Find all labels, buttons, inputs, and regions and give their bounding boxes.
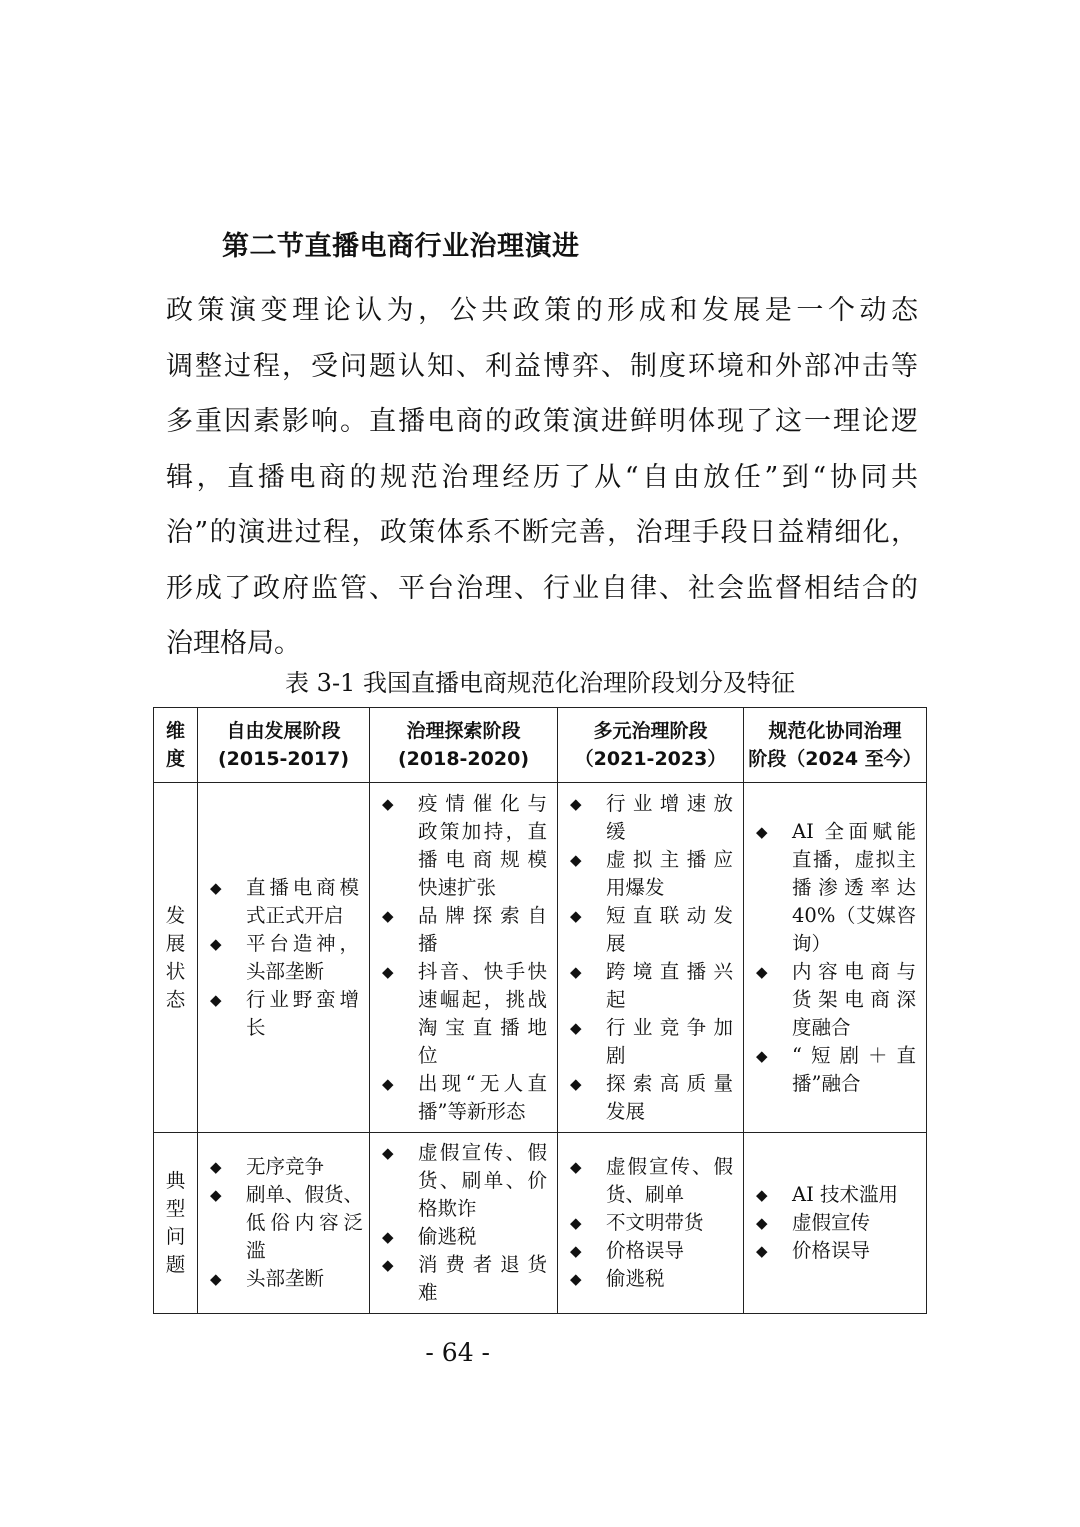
page-number: - 64 -	[425, 1338, 490, 1367]
bullet-text	[606, 1209, 733, 1237]
bullet-item	[570, 1209, 733, 1237]
header-stage	[370, 708, 558, 783]
stage-cell	[198, 783, 370, 1133]
bullet-line: 行业增速放	[606, 791, 733, 815]
bullet-line: AI 全面赋能	[792, 819, 916, 843]
bullet-line: 速崛起，挑战	[418, 987, 547, 1011]
bullet-line: 虚假宣传	[792, 1211, 871, 1234]
bullet-text	[246, 986, 359, 1042]
bullet-text	[418, 1251, 547, 1307]
diamond-bullet-icon: ◆	[210, 990, 222, 1009]
bullet-text	[792, 1209, 916, 1237]
bullet-item	[756, 958, 916, 1042]
diamond-bullet-icon: ◆	[210, 1186, 222, 1204]
bullet-text	[792, 1181, 916, 1209]
paragraph-line: 政策演变理论认为，公共政策的形成和发展是一个动态	[166, 295, 918, 326]
dimension-cell	[154, 1133, 198, 1314]
dimension-char: 问	[165, 1225, 186, 1248]
bullet-line: 虚假宣传、假	[606, 1155, 733, 1178]
bullet-line: 虚假宣传、假	[418, 1141, 547, 1164]
diamond-bullet-icon: ◆	[756, 822, 768, 841]
bullet-line: 格欺诈	[418, 1197, 477, 1220]
bullet-text	[418, 1223, 547, 1251]
bullet-line: 长	[246, 1015, 266, 1039]
diamond-bullet-icon: ◆	[210, 1158, 222, 1176]
bullet-line: 缓	[606, 819, 626, 843]
bullet-line: 无序竞争	[246, 1155, 325, 1178]
bullet-text	[418, 790, 547, 902]
header-line: 度	[165, 748, 185, 770]
table-row	[154, 783, 927, 1133]
bullet-line: 淘宝直播地	[418, 1015, 547, 1039]
bullet-line: 虚拟主播应	[606, 847, 733, 871]
bullet-line: 消费者退货	[418, 1253, 547, 1276]
bullet-line: 播渗透率达	[792, 875, 916, 899]
header-line: 多元治理阶段	[593, 720, 708, 742]
bullet-line: 播电商规模	[418, 847, 547, 871]
bullet-item	[756, 1181, 916, 1209]
bullet-item	[570, 846, 733, 902]
paragraph-line: 治理格局。	[166, 628, 301, 659]
bullet-line: 头部垄断	[246, 1267, 325, 1290]
header-line: (2018-2020)	[397, 748, 529, 770]
dimension-char: 展	[165, 931, 186, 955]
bullet-line: 货、刷单	[606, 1183, 685, 1206]
bullet-text	[792, 1237, 916, 1265]
diamond-bullet-icon: ◆	[570, 1270, 582, 1288]
diamond-bullet-icon: ◆	[382, 1074, 394, 1093]
table-row	[154, 1133, 927, 1314]
diamond-bullet-icon: ◆	[570, 1242, 582, 1260]
bullet-text	[606, 958, 733, 1014]
diamond-bullet-icon: ◆	[570, 794, 582, 813]
bullet-item	[210, 986, 359, 1042]
header-line: （2021-2023）	[574, 748, 727, 770]
bullet-line: 位	[418, 1043, 438, 1067]
bullet-line: 快速扩张	[418, 875, 497, 899]
header-stage	[198, 708, 370, 783]
bullet-line: 行业竞争加	[606, 1015, 733, 1039]
header-line: (2015-2017)	[217, 748, 349, 770]
bullet-line: 40%（艾媒咨	[792, 903, 916, 927]
diamond-bullet-icon: ◆	[382, 1228, 394, 1246]
dimension-char: 发	[165, 903, 186, 927]
bullet-line: 政策加持，直	[418, 819, 547, 843]
bullet-text	[418, 1070, 547, 1126]
diamond-bullet-icon: ◆	[756, 1046, 768, 1065]
bullet-text	[606, 1237, 733, 1265]
diamond-bullet-icon: ◆	[756, 1186, 768, 1204]
bullet-line: 刷单、假货、	[246, 1183, 364, 1206]
bullet-item	[210, 930, 359, 986]
bullet-item	[756, 1209, 916, 1237]
bullet-text	[606, 1265, 733, 1293]
header-line: 规范化协同治理	[768, 720, 902, 742]
bullet-line: 播”等新形态	[418, 1099, 526, 1123]
bullet-item	[210, 1181, 364, 1265]
paragraph-line: 辑，直播电商的规范治理经历了从“自由放任”到“协同共	[166, 461, 918, 493]
bullet-item	[570, 1237, 733, 1265]
bullet-line: 头部垄断	[246, 959, 325, 983]
bullet-text	[418, 958, 547, 1070]
governance-stages-table	[153, 707, 927, 1314]
diamond-bullet-icon: ◆	[756, 962, 768, 981]
stage-cell	[198, 1133, 370, 1314]
body-paragraph	[166, 283, 918, 672]
bullet-item	[570, 1014, 733, 1070]
diamond-bullet-icon: ◆	[570, 962, 582, 981]
header-stage	[558, 708, 744, 783]
bullet-line: 不文明带货	[606, 1211, 704, 1234]
bullet-item	[756, 1042, 916, 1098]
diamond-bullet-icon: ◆	[382, 794, 394, 813]
dimension-char: 题	[165, 1253, 186, 1276]
bullet-text	[606, 1070, 733, 1126]
paragraph-line: 调整过程，受问题认知、利益博弈、制度环境和外部冲击等	[166, 350, 918, 382]
bullet-text	[606, 846, 733, 902]
bullet-line: 度融合	[792, 1015, 851, 1039]
bullet-line: 内容电商与	[792, 959, 916, 983]
bullet-line: 直播电商模	[246, 875, 359, 899]
bullet-line: 偷逃税	[606, 1267, 665, 1290]
bullet-line: AI 技术滥用	[792, 1183, 898, 1206]
diamond-bullet-icon: ◆	[210, 934, 222, 953]
bullet-item	[210, 1153, 359, 1181]
bullet-text	[606, 1153, 733, 1209]
header-stage	[744, 708, 927, 783]
bullet-item	[570, 1153, 733, 1209]
bullet-line: 低俗内容泛	[246, 1211, 364, 1234]
diamond-bullet-icon: ◆	[756, 1214, 768, 1232]
bullet-line: 货架电商深	[792, 987, 916, 1011]
bullet-line: 偷逃税	[418, 1225, 477, 1248]
header-line: 阶段（2024 至今）	[748, 748, 922, 770]
bullet-line: 疫情催化与	[418, 791, 547, 815]
bullet-item	[570, 1070, 733, 1126]
table-header-row	[154, 708, 927, 783]
diamond-bullet-icon: ◆	[382, 962, 394, 981]
bullet-line: 抖音、快手快	[418, 959, 547, 983]
bullet-line: 难	[418, 1281, 438, 1304]
diamond-bullet-icon: ◆	[382, 1144, 394, 1162]
bullet-line: 发展	[606, 1099, 646, 1123]
diamond-bullet-icon: ◆	[210, 878, 222, 897]
bullet-line: 价格误导	[606, 1239, 685, 1262]
diamond-bullet-icon: ◆	[570, 850, 582, 869]
diamond-bullet-icon: ◆	[210, 1270, 222, 1288]
bullet-text	[246, 930, 359, 986]
bullet-line: 出现“无人直	[418, 1071, 547, 1095]
header-line: 治理探索阶段	[406, 720, 521, 742]
section-heading: 第二节直播电商行业治理演进	[222, 231, 580, 262]
bullet-item	[382, 790, 547, 902]
stage-cell	[370, 783, 558, 1133]
bullet-text	[246, 1181, 363, 1265]
bullet-line: 品牌探索自	[418, 903, 547, 927]
bullet-line: 展	[606, 931, 626, 955]
diamond-bullet-icon: ◆	[756, 1242, 768, 1260]
stage-cell	[558, 783, 744, 1133]
bullet-line: 起	[606, 987, 626, 1011]
stage-cell	[744, 783, 927, 1133]
header-line: 维	[165, 720, 185, 742]
bullet-text	[246, 1153, 359, 1181]
bullet-item	[382, 958, 547, 1070]
paragraph-line: 治”的演进过程，政策体系不断完善，治理手段日益精细化，	[166, 517, 918, 548]
stage-cell	[744, 1133, 927, 1314]
bullet-item	[382, 902, 547, 958]
bullet-item	[382, 1251, 547, 1307]
bullet-text	[792, 1042, 916, 1098]
bullet-item	[570, 790, 733, 846]
dimension-char: 状	[165, 959, 186, 983]
bullet-text	[418, 902, 547, 958]
stage-cell	[558, 1133, 744, 1314]
stage-cell	[370, 1133, 558, 1314]
header-dimension	[154, 708, 198, 783]
bullet-line: 播	[418, 931, 438, 955]
bullet-item	[570, 1265, 733, 1293]
bullet-item	[382, 1139, 547, 1223]
table-caption: 表 3-1 我国直播电商规范化治理阶段划分及特征	[285, 669, 795, 697]
bullet-line: 式正式开启	[246, 903, 344, 927]
diamond-bullet-icon: ◆	[570, 1158, 582, 1176]
bullet-line: 询）	[792, 931, 832, 955]
header-line: 自由发展阶段	[226, 720, 341, 742]
bullet-item	[570, 958, 733, 1014]
bullet-item	[382, 1070, 547, 1126]
bullet-line: 平台造神，	[246, 931, 359, 955]
diamond-bullet-icon: ◆	[570, 1018, 582, 1037]
bullet-line: 剧	[606, 1043, 626, 1067]
dimension-char: 典	[165, 1169, 186, 1192]
bullet-line: 探索高质量	[606, 1071, 733, 1095]
bullet-line: 行业野蛮增	[246, 987, 359, 1011]
diamond-bullet-icon: ◆	[382, 906, 394, 925]
bullet-text	[792, 958, 916, 1042]
bullet-line: 价格误导	[792, 1239, 871, 1262]
bullet-line: “短剧＋直	[792, 1043, 916, 1067]
bullet-item	[756, 818, 916, 958]
bullet-line: 货、刷单、价	[418, 1169, 547, 1192]
bullet-text	[246, 874, 359, 930]
bullet-item	[382, 1223, 547, 1251]
bullet-item	[210, 1265, 359, 1293]
bullet-line: 短直联动发	[606, 903, 733, 927]
bullet-line: 用爆发	[606, 875, 665, 899]
bullet-text	[246, 1265, 359, 1293]
bullet-text	[606, 902, 733, 958]
paragraph-line: 形成了政府监管、平台治理、行业自律、社会监督相结合的	[166, 572, 918, 604]
dimension-char: 型	[165, 1197, 186, 1220]
bullet-item	[570, 902, 733, 958]
dimension-char: 态	[165, 987, 186, 1011]
bullet-line: 直播，虚拟主	[792, 847, 916, 871]
bullet-line: 播”融合	[792, 1071, 861, 1095]
paragraph-line: 多重因素影响。直播电商的政策演进鲜明体现了这一理论逻	[166, 406, 918, 437]
bullet-text	[606, 790, 733, 846]
bullet-line: 滥	[246, 1239, 266, 1262]
diamond-bullet-icon: ◆	[382, 1256, 394, 1274]
dimension-cell	[154, 783, 198, 1133]
bullet-text	[418, 1139, 547, 1223]
diamond-bullet-icon: ◆	[570, 906, 582, 925]
bullet-item	[210, 874, 359, 930]
diamond-bullet-icon: ◆	[570, 1214, 582, 1232]
bullet-line: 跨境直播兴	[606, 959, 733, 983]
diamond-bullet-icon: ◆	[570, 1074, 582, 1093]
bullet-item	[756, 1237, 916, 1265]
bullet-text	[606, 1014, 733, 1070]
bullet-text	[792, 818, 916, 958]
